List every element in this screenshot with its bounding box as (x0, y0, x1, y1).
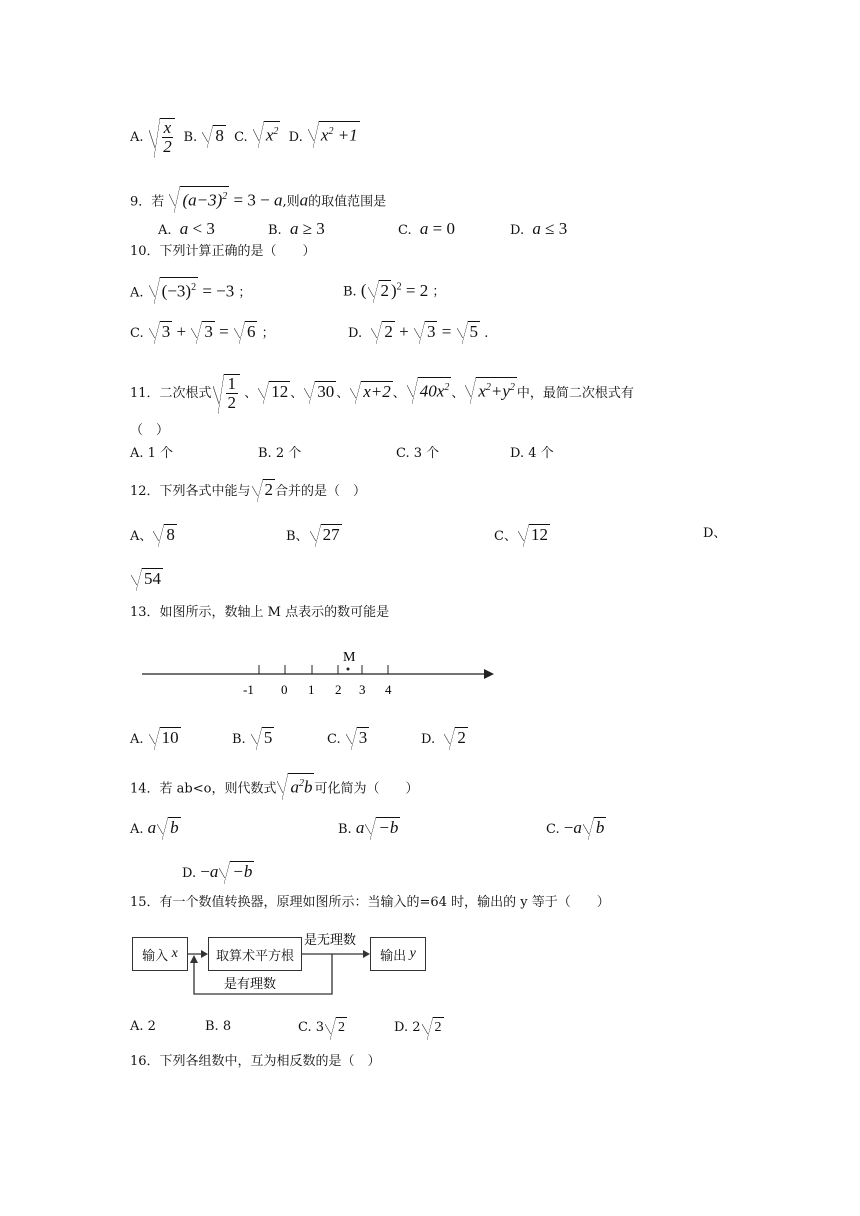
q10-d: D. 2 + 3 = 5 . (348, 322, 489, 341)
output-box: 输出 y (370, 937, 426, 971)
rational-label: 是有理数 (224, 977, 277, 992)
point-m (347, 668, 350, 671)
q10-a: A. $(-3)^2 = -3$ ； (130, 277, 251, 304)
q10-c: C. 3 + 3 = 6 ； (130, 322, 275, 341)
q14-stem: 14．若 ab<o，则代数式 $a^2b$ 可化简为（ ） (130, 773, 418, 800)
q13-stem: 13．如图所示，数轴上 M 点表示的数可能是 (130, 605, 390, 620)
m-label: M (343, 650, 356, 665)
flow-arrows (186, 928, 372, 998)
q11-stem: 11．二次根式 $\frac{1}{2}$ 、 12 、 30 、 x+2 、 $40x^2$ 、 $x^2+y^2$ 中，最简二次根式有 (130, 374, 634, 412)
svg-text:0: 0 (281, 682, 288, 697)
number-line (140, 646, 500, 702)
q9-stem: 9．若 $(a-3)^2 = 3 - a$,则a的取值范围是 (130, 186, 386, 213)
q15-stem: 15．有一个数值转换器，原理如图所示：当输入的=64 时，输出的 y 等于（ ） (130, 895, 610, 910)
irrational-label: 是无理数 (304, 933, 357, 948)
q8-options: A. $\frac{x}{2}$ B. 8 C. $x^2$ D. $x^2 +1$ (130, 118, 358, 156)
sqrt-box: 取算术平方根 (208, 937, 302, 971)
q10-b: B. ( 2 )$^2$ = 2 ； (343, 280, 446, 300)
q8-a-radical: $\frac{x}{2}$ (149, 118, 176, 156)
svg-text:-1: -1 (243, 682, 254, 697)
input-box: 输入 x (132, 937, 188, 971)
svg-text:4: 4 (385, 682, 392, 697)
arrow-right-icon (484, 669, 494, 679)
q16-stem: 16．下列各组数中，互为相反数的是（ ） (130, 1054, 381, 1069)
svg-text:1: 1 (308, 682, 315, 697)
q10-stem: 10．下列计算正确的是（ ） (130, 244, 316, 259)
q12-stem: 12．下列各式中能与 2 合并的是（ ） (130, 480, 367, 499)
svg-text:3: 3 (359, 682, 366, 697)
q9-options: A. a < 3 (158, 219, 215, 238)
svg-text:2: 2 (335, 682, 342, 697)
